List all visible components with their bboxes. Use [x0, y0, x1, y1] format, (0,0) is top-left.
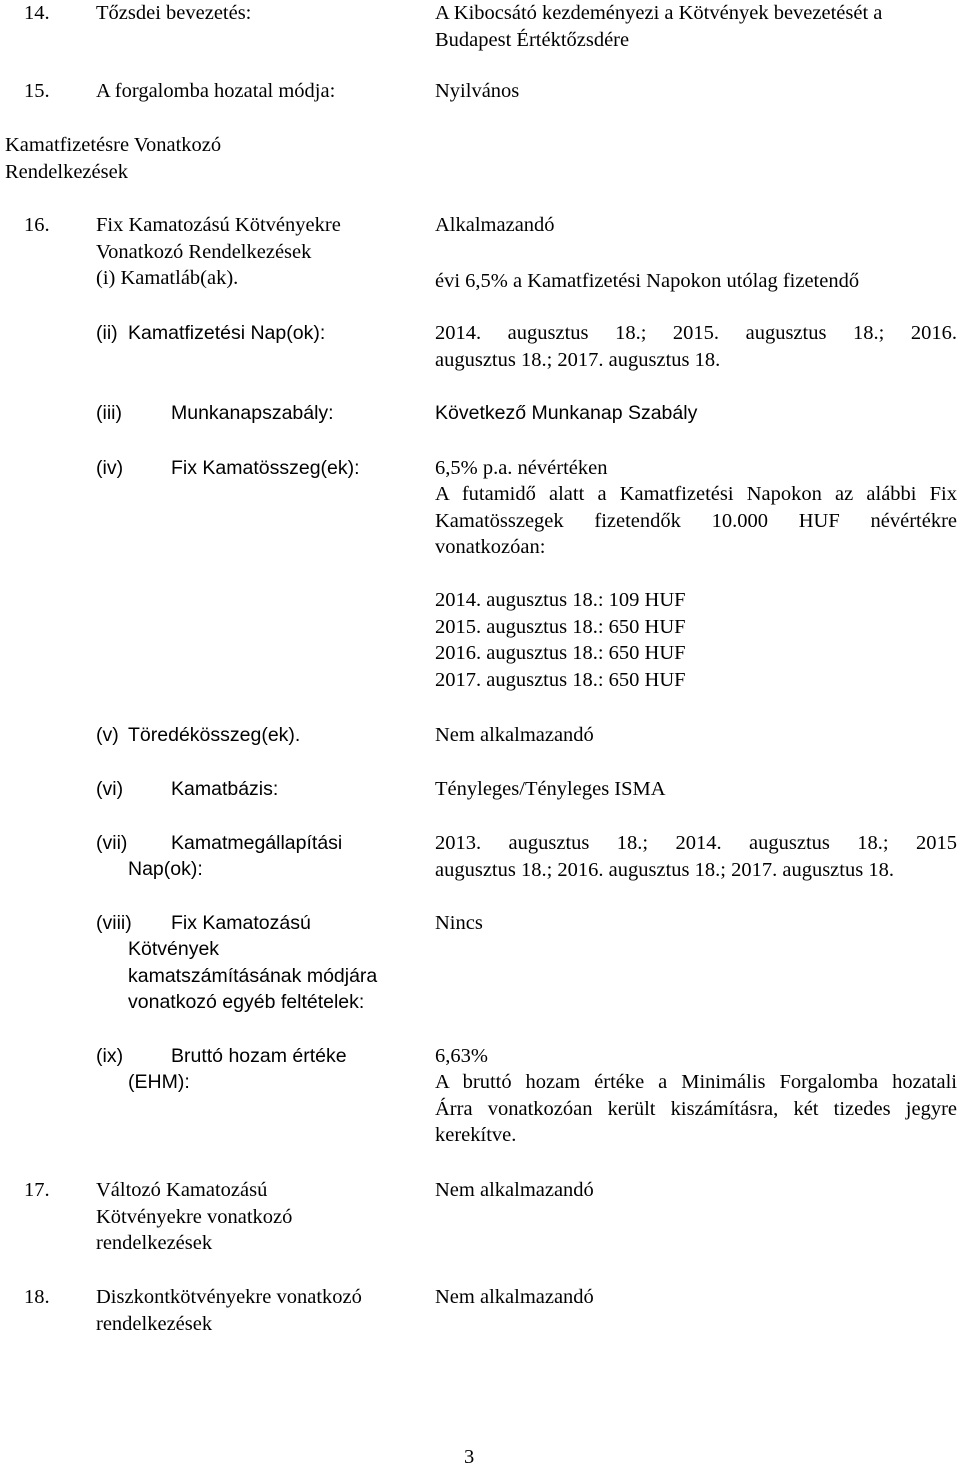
item-16-label	[96, 212, 341, 265]
sub-viii-label-rest	[128, 936, 377, 1016]
sub-vii-value-line-1: 2013. augusztus 18.; 2014. augusztus 18.; 2015	[435, 832, 957, 854]
sub-viii-label-line-4: vonatkozó egyéb feltételek:	[128, 991, 365, 1013]
item-16-number: 16.	[24, 214, 50, 236]
sub-ii-value-line-1: 2014. augusztus 18.; 2015. augusztus 18.; 2016.	[435, 322, 957, 344]
item-17-label	[96, 1177, 292, 1257]
sub-iii-value: Következő Munkanap Szabály	[435, 402, 698, 424]
sub-ix-value-paragraph	[435, 1069, 957, 1149]
sub-i-label: (i) Kamatláb(ak).	[96, 267, 239, 289]
sub-iv-para-line-1: A futamidő alatt a Kamatfizetési Napokon az alábbi Fix	[435, 483, 957, 505]
sub-iv-number: (iv)	[96, 457, 124, 479]
schedule-row-2015: 2015. augusztus 18.: 650 HUF	[435, 615, 686, 638]
item-15-label: A forgalomba hozatal módja:	[96, 80, 336, 102]
sub-vi-label: Kamatbázis:	[171, 778, 279, 800]
sub-v-number: (v)	[96, 724, 119, 746]
item-18-label-line-1: Diszkontkötvényekre vonatkozó	[96, 1286, 362, 1308]
sub-viii-label-line-1: Fix Kamatozású	[171, 912, 311, 934]
item-16-label-line-2: Vonatkozó Rendelkezések	[96, 240, 312, 263]
item-18-number: 18.	[24, 1286, 50, 1308]
sub-iv-value-paragraph	[435, 481, 957, 561]
item-14-value-line-1: A Kibocsátó kezdeményezi a Kötvények bevezetését a	[435, 2, 883, 24]
section-heading-line-1: Kamatfizetésre Vonatkozó	[5, 134, 222, 156]
schedule-row-2016: 2016. augusztus 18.: 650 HUF	[435, 642, 686, 664]
section-heading	[5, 132, 221, 185]
sub-ii-value-line-2: augusztus 18.; 2017. augusztus 18.	[435, 348, 721, 371]
sub-ii-value	[435, 320, 957, 373]
sub-ix-number: (ix)	[96, 1045, 124, 1067]
sub-iii-label: Munkanapszabály:	[171, 402, 334, 424]
item-17-label-line-1: Változó Kamatozású	[96, 1179, 268, 1201]
item-18-label-line-2: rendelkezések	[96, 1312, 213, 1335]
sub-v-value: Nem alkalmazandó	[435, 724, 594, 746]
item-17-number: 17.	[24, 1179, 50, 1201]
sub-viii-label-line-2: Kötvények	[128, 938, 220, 960]
item-14-value-line-2: Budapest Értéktőzsdére	[435, 28, 630, 51]
item-18-value: Nem alkalmazandó	[435, 1286, 594, 1308]
item-18-label	[96, 1284, 362, 1337]
sub-i-value: évi 6,5% a Kamatfizetési Napokon utólag fizetendő	[435, 270, 860, 292]
item-17-label-line-3: rendelkezések	[96, 1232, 213, 1254]
sub-ix-para-line-1: A bruttó hozam értéke a Minimális Forgalomba hozatali	[435, 1071, 957, 1093]
sub-viii-number: (viii)	[96, 912, 132, 934]
item-17-value: Nem alkalmazandó	[435, 1179, 594, 1201]
item-15-number: 15.	[24, 80, 50, 102]
sub-vi-value: Tényleges/Tényleges ISMA	[435, 778, 666, 800]
item-14-number: 14.	[24, 2, 50, 24]
item-17-label-line-2: Kötvényekre vonatkozó	[96, 1205, 293, 1228]
section-heading-line-2: Rendelkezések	[5, 160, 128, 183]
sub-ii-number: (ii)	[96, 322, 118, 344]
sub-ix-label-line-1: Bruttó hozam értéke	[171, 1045, 347, 1067]
sub-iii-number: (iii)	[96, 402, 122, 424]
sub-ix-para-line-3: kerekítve.	[435, 1124, 517, 1146]
sub-vii-label-line-1: Kamatmegállapítási	[171, 832, 343, 854]
sub-iv-label: Fix Kamatösszeg(ek):	[171, 457, 360, 479]
sub-vi-number: (vi)	[96, 778, 124, 800]
schedule-row-2014: 2014. augusztus 18.: 109 HUF	[435, 589, 686, 611]
sub-iv-para-line-2: Kamatösszegek fizetendők 10.000 HUF névértékre	[435, 509, 957, 532]
sub-viii-label-line-3: kamatszámításának módjára	[128, 964, 378, 987]
sub-iv-value-first: 6,5% p.a. névértéken	[435, 457, 608, 479]
sub-vii-label-line-2: Nap(ok):	[128, 858, 203, 880]
schedule-row-2017: 2017. augusztus 18.: 650 HUF	[435, 668, 686, 691]
sub-iv-para-line-3: vonatkozóan:	[435, 536, 546, 558]
page-number: 3	[464, 1446, 475, 1468]
sub-iv-schedule	[435, 587, 686, 693]
sub-ix-label-line-2: (EHM):	[128, 1071, 190, 1093]
sub-viii-value: Nincs	[435, 912, 483, 934]
sub-v-label: Töredékösszeg(ek).	[128, 724, 301, 746]
item-16-value: Alkalmazandó	[435, 214, 555, 236]
item-14-label: Tőzsdei bevezetés:	[96, 2, 252, 24]
item-15-value: Nyilvános	[435, 80, 520, 102]
sub-vii-value-line-2: augusztus 18.; 2016. augusztus 18.; 2017. augusztus 18.	[435, 858, 894, 881]
item-16-label-line-1: Fix Kamatozású Kötvényekre	[96, 214, 341, 236]
sub-ix-value-first: 6,63%	[435, 1045, 488, 1067]
sub-ii-label: Kamatfizetési Nap(ok):	[128, 322, 326, 344]
sub-vii-number: (vii)	[96, 832, 128, 854]
sub-vii-value	[435, 830, 957, 883]
item-14-value	[435, 0, 882, 53]
sub-ix-para-line-2: Árra vonatkozóan került kiszámításra, két tizedes jegyre	[435, 1097, 957, 1120]
